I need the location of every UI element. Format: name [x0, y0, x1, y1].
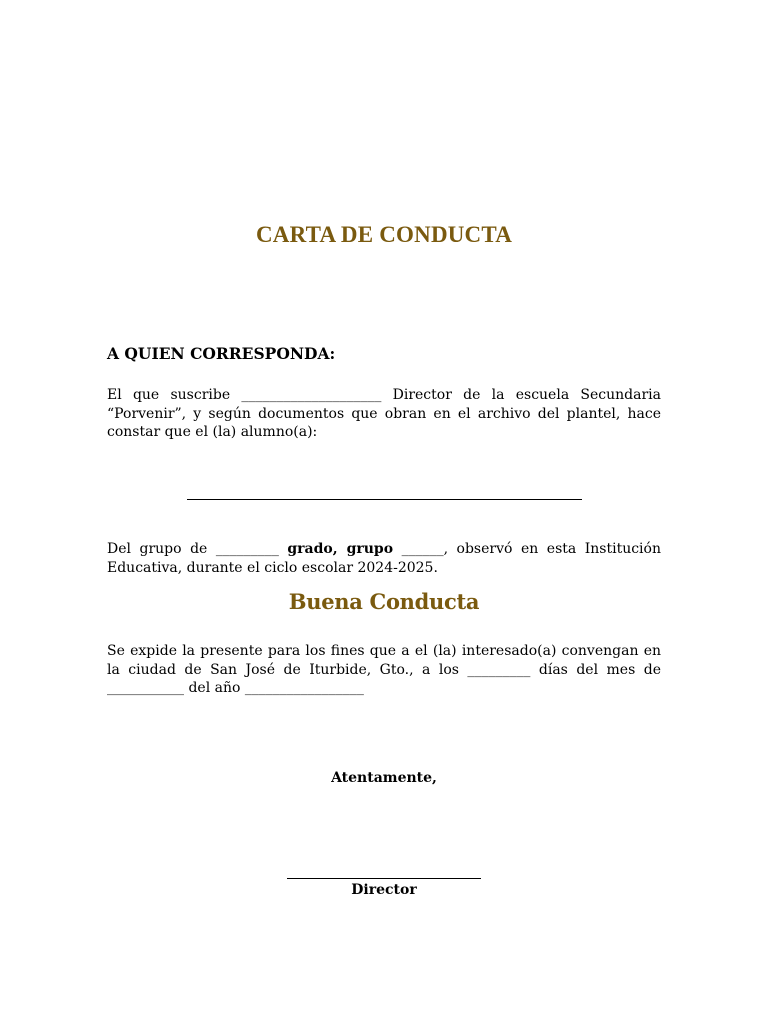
group-paragraph: [107, 540, 661, 577]
signature-line: [287, 878, 481, 879]
group-bold-text: grado, grupo: [287, 541, 394, 557]
group-text-1: Del grupo de _________: [107, 541, 288, 557]
student-name-line: [187, 499, 582, 500]
signature-label: Director: [351, 882, 417, 898]
closing-text: Atentamente,: [331, 770, 437, 786]
issue-paragraph: Se expide la presente para los fines que a el (la) interesado(a) convengan en la ciudad de San José de Iturbide, Gto., a los _________ días del mes de ___________ del año _________________: [107, 643, 661, 696]
intro-paragraph: El que suscribe ____________________ Director de la escuela Secundaria “Porvenir”, y según documentos que obran en el archivo del plantel, hace constar que el (la) alumno(a):: [107, 387, 661, 440]
document-title: CARTA DE CONDUCTA: [255, 222, 513, 247]
conduct-highlight: Buena Conducta: [288, 589, 480, 614]
group-text-2: ______, observó en esta Institución Educativa, durante el ciclo escolar 2024-2025.: [107, 541, 661, 576]
salutation: A QUIEN CORRESPONDA:: [107, 344, 336, 363]
